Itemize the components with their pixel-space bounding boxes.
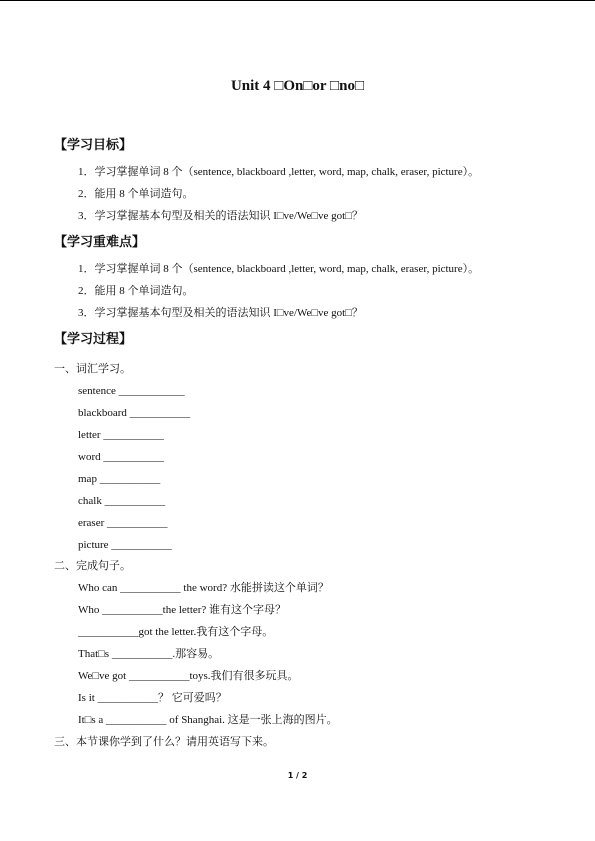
goal-item: 2．能用 8 个单词造句。 <box>78 188 194 200</box>
top-border-line <box>0 0 595 1</box>
page-title: Unit 4 □On□or □no□ <box>230 78 365 94</box>
part-title-summary: 三、本节课你学到了什么？请用英语写下来。 <box>54 736 274 748</box>
key-point-item: 1．学习掌握单词 8 个（sentence, blackboard ,letter, word, map, chalk, eraser, picture）。 <box>78 263 480 275</box>
vocab-item: eraser ___________ <box>78 517 168 529</box>
sentence-item: Is it ___________？ 它可爱吗？ <box>78 692 227 704</box>
vocab-item: chalk ___________ <box>78 495 166 507</box>
sentence-item: Who ___________the letter? 谁有这个字母？ <box>78 604 287 616</box>
vocab-item: blackboard ___________ <box>78 407 191 419</box>
sentence-item: ___________got the letter.我有这个字母。 <box>78 626 274 638</box>
vocab-item: letter ___________ <box>78 429 164 441</box>
goal-item: 1．学习掌握单词 8 个（sentence, blackboard ,letter, word, map, chalk, eraser, picture）。 <box>78 166 480 178</box>
key-point-item: 3．学习掌握基本句型及相关的语法知识 I□ve/We□ve got□？ <box>78 307 363 319</box>
section-heading-key-points: 【学习重难点】 <box>54 235 146 250</box>
sentence-item: We□ve got ___________toys.我们有很多玩具。 <box>78 670 299 682</box>
part-title-sentences: 二、完成句子。 <box>54 560 131 572</box>
section-heading-process: 【学习过程】 <box>54 332 133 347</box>
part-title-vocab: 一、词汇学习。 <box>54 363 131 375</box>
vocab-item: word ___________ <box>78 451 164 463</box>
vocab-item: map ___________ <box>78 473 161 485</box>
vocab-item: picture ___________ <box>78 539 172 551</box>
key-point-item: 2．能用 8 个单词造句。 <box>78 285 194 297</box>
vocab-item: sentence ____________ <box>78 385 185 397</box>
section-heading-goals: 【学习目标】 <box>54 138 133 153</box>
sentence-item: It□s a ___________ of Shanghai. 这是一张上海的图片。 <box>78 714 338 726</box>
sentence-item: Who can ___________ the word? 水能拼读这个单词？ <box>78 582 329 594</box>
goal-item: 3．学习掌握基本句型及相关的语法知识 I□ve/We□ve got□？ <box>78 210 363 222</box>
sentence-item: That□s ___________.那容易。 <box>78 648 220 660</box>
page-number: 1 / 2 <box>287 771 308 780</box>
